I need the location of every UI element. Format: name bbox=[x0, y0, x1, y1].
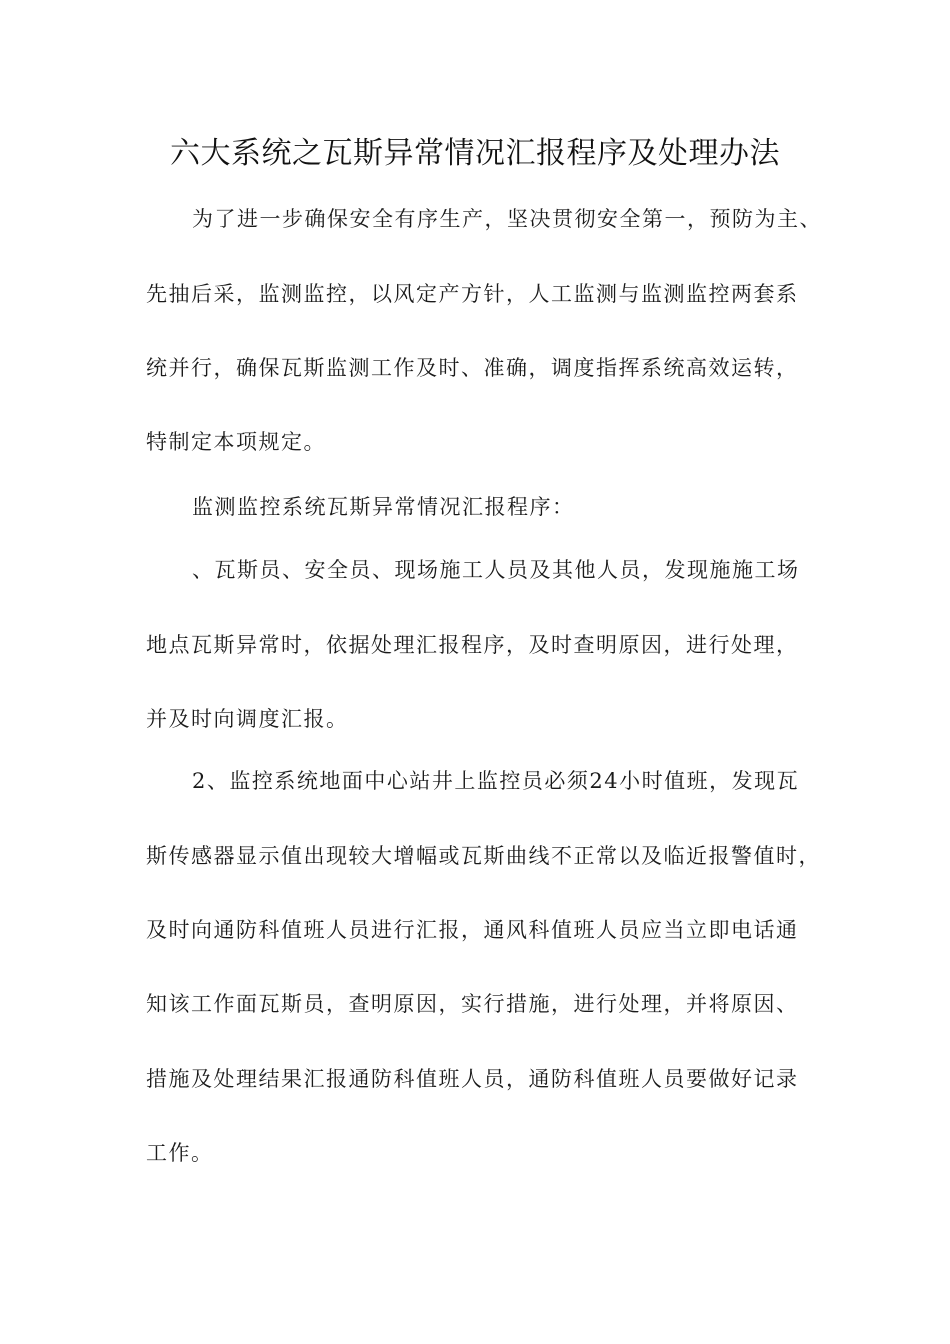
paragraph-1-line-3: 统并行，确保瓦斯监测工作及时、准确，调度指挥系统高效运转， bbox=[146, 356, 799, 380]
section-heading: 监测监控系统瓦斯异常情况汇报程序： bbox=[192, 495, 575, 519]
item-1-line-2: 地点瓦斯异常时，依据处理汇报程序，及时查明原因，进行处理， bbox=[146, 633, 799, 657]
item-2-line-3: 及时向通防科值班人员进行汇报，通风科值班人员应当立即电话通 bbox=[146, 918, 799, 942]
document-title: 六大系统之瓦斯异常情况汇报程序及处理办法 bbox=[170, 136, 780, 171]
item-2-line-6: 工作。 bbox=[146, 1141, 214, 1165]
item-2-line-4: 知该工作面瓦斯员，查明原因，实行措施，进行处理，并将原因、 bbox=[146, 992, 799, 1016]
paragraph-1-line-1: 为了进一步确保安全有序生产，坚决贯彻安全第一，预防为主、 bbox=[192, 207, 822, 231]
paragraph-1-line-4: 特制定本项规定。 bbox=[146, 430, 326, 454]
item-2-line-2: 斯传感器显示值出现较大增幅或瓦斯曲线不正常以及临近报警值时， bbox=[146, 844, 821, 868]
paragraph-1-line-2: 先抽后采，监测监控，以风定产方针，人工监测与监测监控两套系 bbox=[146, 282, 799, 306]
item-2-line-5: 措施及处理结果汇报通防科值班人员，通防科值班人员要做好记录 bbox=[146, 1067, 799, 1091]
item-2-line-1: 2、监控系统地面中心站井上监控员必须24小时值班，发现瓦 bbox=[192, 769, 800, 793]
item-1-line-3: 并及时向调度汇报。 bbox=[146, 707, 349, 731]
item-1-line-1: 、瓦斯员、安全员、现场施工人员及其他人员，发现施施工场 bbox=[192, 558, 800, 582]
